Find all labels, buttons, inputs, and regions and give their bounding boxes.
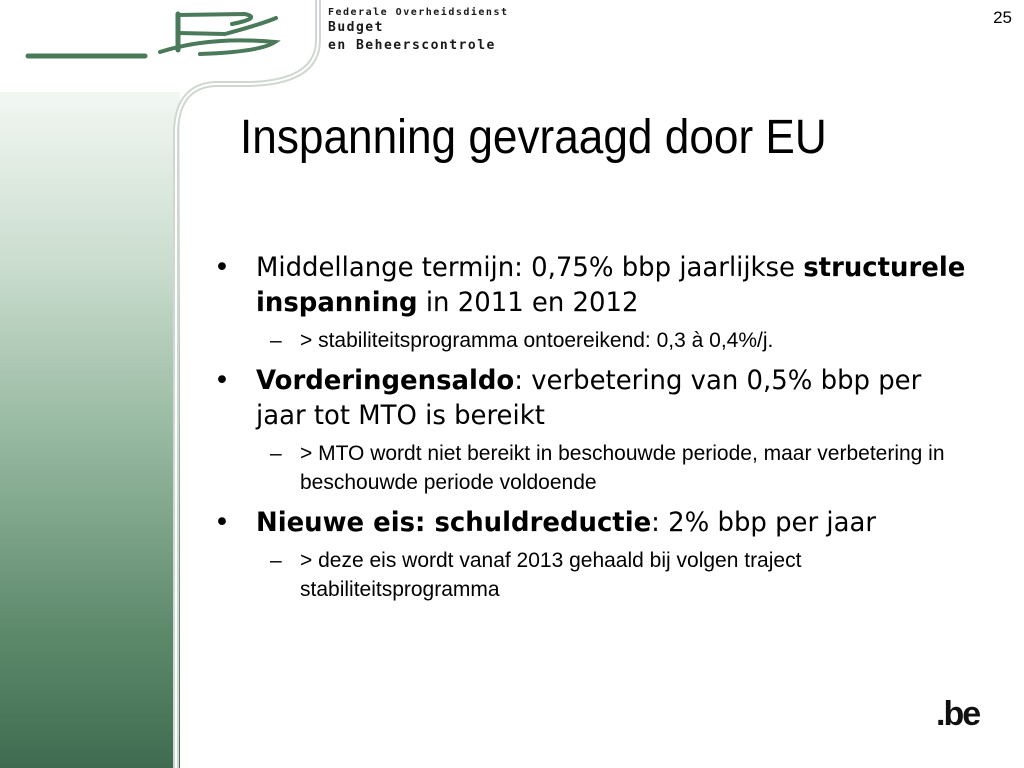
left-gradient-band <box>0 0 180 768</box>
bullet-text-bold: Nieuwe eis: schuldreductie <box>256 507 652 538</box>
sub-bullet-text: > stabiliteitsprogramma ontoereikend: 0,3 à 0,4%/j. <box>300 329 774 352</box>
bullet-text-bold: structurele inspanning <box>256 252 966 318</box>
bullet-list <box>214 250 1004 612</box>
bullet-dot: • <box>214 365 230 396</box>
organization-name <box>328 6 509 55</box>
bullet-text-plain: : verbetering van 0,5% bbp per jaar tot MTO is bereikt <box>256 365 922 431</box>
page-number: 25 <box>993 8 1012 27</box>
bullet-text-plain: Middellange termijn: 0,75% bbp jaarlijkse <box>256 252 804 283</box>
sub-bullet-dash: – <box>270 549 282 572</box>
bullet-item <box>214 250 1004 320</box>
org-line-1: Federale Overheidsdienst <box>328 7 509 18</box>
sub-bullet-dash: – <box>270 442 282 465</box>
sub-bullet-item <box>214 546 1004 604</box>
sub-bullet-text: > deze eis wordt vanaf 2013 gehaald bij volgen traject stabiliteitsprogramma <box>300 549 802 601</box>
slide-title: Inspanning gevraagd door EU <box>240 111 827 164</box>
bullet-item <box>214 363 1004 433</box>
bullet-text <box>256 505 974 540</box>
sub-bullet-dash: – <box>270 329 282 352</box>
bullet-text <box>256 363 974 433</box>
sub-bullet-text: > MTO wordt niet bereikt in beschouwde periode, maar verbetering in beschouwde periode voldoende <box>300 442 945 494</box>
bullet-text-plain: in 2011 en 2012 <box>417 287 639 318</box>
sub-bullet-item <box>214 326 1004 355</box>
bullet-dot: • <box>214 252 230 283</box>
org-line-2: Budget <box>328 20 384 35</box>
bullet-dot: • <box>214 507 230 538</box>
bullet-text <box>256 250 974 320</box>
header-band <box>0 0 320 92</box>
bullet-text-bold: Vorderingensaldo <box>256 365 515 396</box>
org-line-3: en Beheerscontrole <box>328 38 496 53</box>
sub-bullet-item <box>214 439 1004 497</box>
bullet-item <box>214 505 1004 540</box>
be-logo: .be <box>936 695 980 733</box>
bullet-text-plain: : 2% bbp per jaar <box>651 507 877 538</box>
